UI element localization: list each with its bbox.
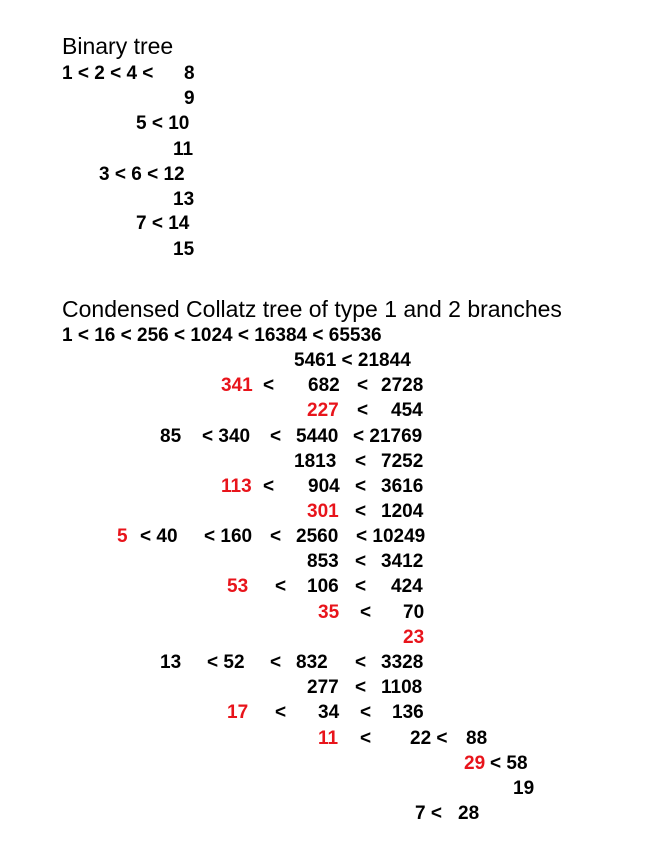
collatz-arrow: < <box>263 476 275 497</box>
collatz-arrow: < <box>360 702 372 723</box>
binary-tree-row: 7 < 14 <box>136 213 190 234</box>
collatz-odd-node: 113 <box>221 476 252 497</box>
collatz-odd-node: 29 <box>464 753 486 774</box>
collatz-node: 2560 <box>296 526 339 547</box>
collatz-odd-node: 11 <box>318 728 339 749</box>
collatz-node: 2728 <box>381 375 424 396</box>
collatz-arrow: < <box>275 702 287 723</box>
binary-tree-row: 3 < 6 < 12 <box>99 164 185 185</box>
binary-tree-node: 8 <box>184 63 195 84</box>
binary-tree-title: Binary tree <box>62 33 174 59</box>
collatz-node: 7252 <box>381 451 424 472</box>
collatz-node: 832 <box>296 652 328 673</box>
collatz-node: 19 <box>513 778 535 799</box>
collatz-node: < 21769 <box>353 426 423 447</box>
collatz-node: < 10249 <box>356 526 426 547</box>
collatz-node: 1108 <box>381 677 423 698</box>
collatz-arrow: < <box>355 576 367 597</box>
collatz-node: 1204 <box>381 501 424 522</box>
collatz-arrow: < <box>355 551 367 572</box>
collatz-tree-row: 1 < 16 < 256 < 1024 < 16384 < 65536 <box>62 325 382 346</box>
collatz-node: < 52 <box>207 652 245 673</box>
collatz-node: 28 <box>458 803 480 824</box>
collatz-node: 7 < <box>415 803 442 824</box>
collatz-arrow: < <box>355 451 367 472</box>
collatz-arrow: < <box>360 728 372 749</box>
collatz-node: 3616 <box>381 476 424 497</box>
collatz-arrow: < <box>355 476 367 497</box>
collatz-node: 85 <box>160 426 182 447</box>
collatz-node: < 40 <box>140 526 178 547</box>
collatz-odd-node: 227 <box>307 400 339 421</box>
binary-tree-row: 1 < 2 < 4 < <box>62 63 154 84</box>
binary-tree-node: 11 <box>173 139 194 160</box>
collatz-arrow: < <box>275 576 287 597</box>
collatz-node: 454 <box>391 400 423 421</box>
collatz-arrow: < <box>270 426 282 447</box>
binary-tree-node: 15 <box>173 239 195 260</box>
collatz-node: 22 < <box>410 728 448 749</box>
collatz-odd-node: 35 <box>318 602 340 623</box>
collatz-arrow: < <box>355 501 367 522</box>
collatz-node: 277 <box>307 677 339 698</box>
collatz-arrow: < <box>357 400 369 421</box>
collatz-tree-title: Condensed Collatz tree of type 1 and 2 branches <box>62 296 562 322</box>
collatz-node: < 160 <box>204 526 253 547</box>
collatz-node: 853 <box>307 551 339 572</box>
collatz-node: 3412 <box>381 551 424 572</box>
collatz-odd-node: 341 <box>221 375 253 396</box>
collatz-node: 424 <box>391 576 423 597</box>
binary-tree-row: 5 < 10 <box>136 113 190 134</box>
collatz-node: 34 <box>318 702 340 723</box>
collatz-tree-row: 5461 < 21844 <box>294 350 411 371</box>
collatz-node: < 340 <box>202 426 251 447</box>
binary-tree-node: 9 <box>184 88 195 109</box>
binary-tree-node: 13 <box>173 189 195 210</box>
collatz-arrow: < <box>270 652 282 673</box>
collatz-node: 13 <box>160 652 182 673</box>
collatz-node: 904 <box>308 476 340 497</box>
collatz-odd-node: 17 <box>227 702 249 723</box>
collatz-node: 70 <box>403 602 425 623</box>
collatz-odd-node: 301 <box>307 501 339 522</box>
collatz-node: < 58 <box>490 753 528 774</box>
collatz-node: 682 <box>308 375 340 396</box>
collatz-node: 106 <box>307 576 339 597</box>
collatz-arrow: < <box>270 526 282 547</box>
collatz-node: 136 <box>392 702 424 723</box>
collatz-node: 1813 <box>294 451 337 472</box>
collatz-odd-node: 5 <box>117 526 128 547</box>
collatz-arrow: < <box>263 375 275 396</box>
collatz-odd-node: 53 <box>227 576 249 597</box>
collatz-arrow: < <box>355 677 367 698</box>
collatz-node: 5440 <box>296 426 339 447</box>
collatz-odd-node: 23 <box>403 627 425 648</box>
collatz-node: 3328 <box>381 652 424 673</box>
collatz-arrow: < <box>360 602 372 623</box>
collatz-node: 88 <box>466 728 488 749</box>
collatz-arrow: < <box>355 652 367 673</box>
collatz-arrow: < <box>357 375 369 396</box>
